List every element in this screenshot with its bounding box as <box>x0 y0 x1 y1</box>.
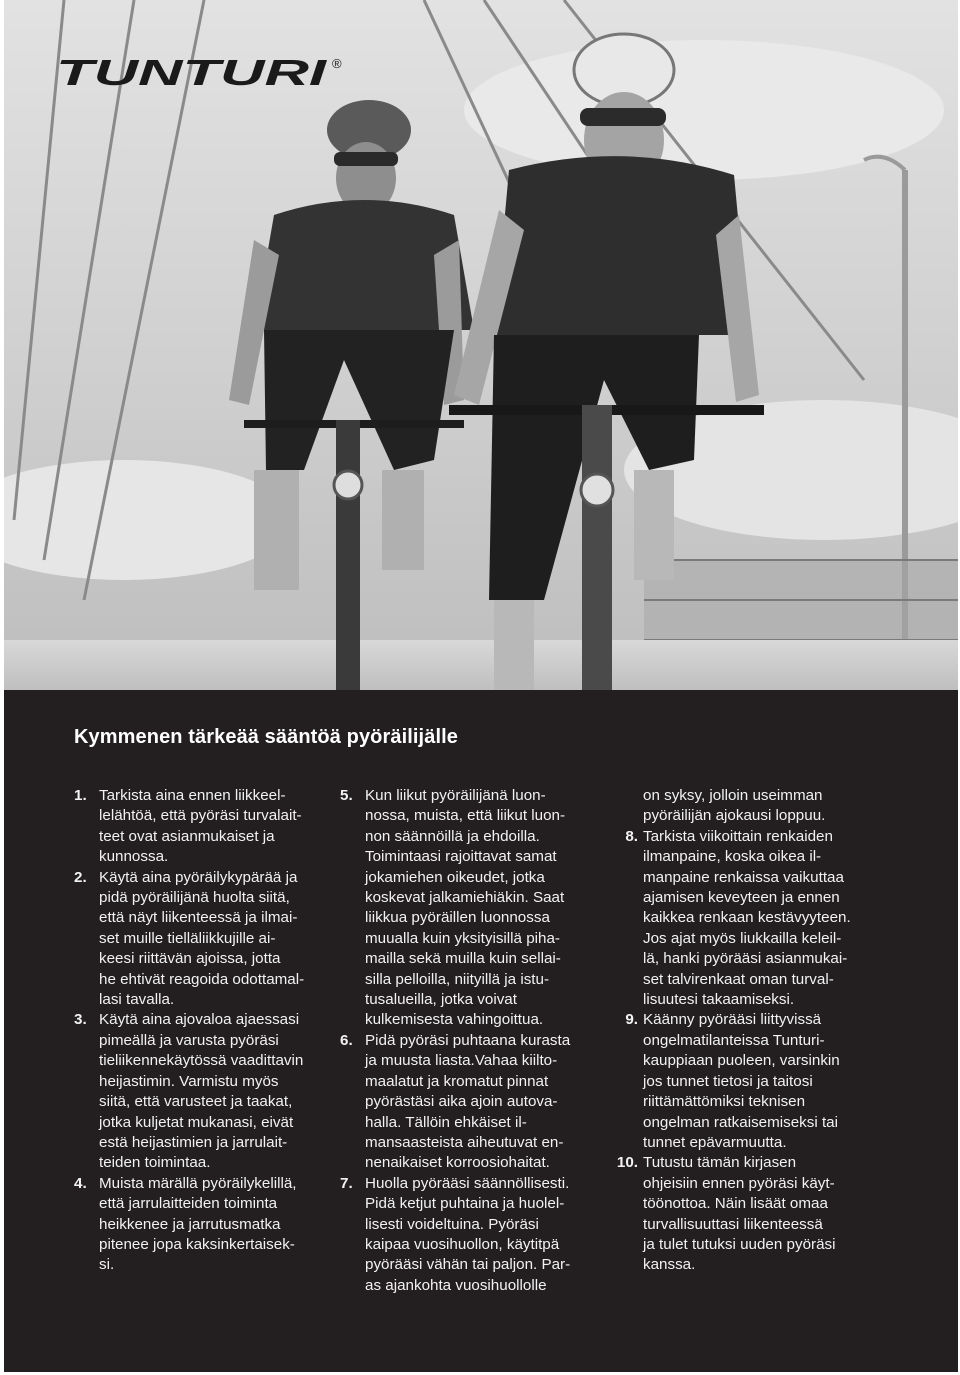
rule-text: Käytä aina pyöräilykypärää ja pidä pyöräilijänä huolta siitä, että näyt liikenteessä ja ilmai- set muille tielläliikkujille ai- keesi riittävän ajoissa, jotta he ehtivät reagoida odottamal- lasi tavalla. <box>99 868 305 1009</box>
rules-panel <box>4 690 958 1372</box>
rule-number: 8. <box>625 827 638 845</box>
rule-number: 7. <box>340 1174 353 1192</box>
rule-number: 9. <box>625 1011 638 1029</box>
rule-number: 1. <box>74 787 87 804</box>
tunturi-logo <box>56 54 346 95</box>
rule-number: 4. <box>74 1174 87 1192</box>
tunturi-wordmark <box>56 54 346 90</box>
rule-number: 6. <box>340 1031 353 1049</box>
registered-mark: ® <box>332 56 342 71</box>
brand-name: TUNTURI <box>56 54 328 90</box>
rule-item <box>608 1153 874 1275</box>
rule-text: Pidä pyöräsi puhtaana kurasta ja muusta liasta.Vahaa kiilto- maalatut ja kromatut pinnat pyörästäsi aika ajoin autova- halla. Tällöin ehkäiset il- mansaasteista aiheutuvat en- nenaikaiset korroosiohaitat. <box>365 1031 571 1172</box>
rule-item <box>340 1174 594 1296</box>
cyclists-photo <box>4 0 958 690</box>
rule-number: 2. <box>74 868 87 886</box>
rule-text: Tarkista aina ennen liikkeel- lelähtöä, että pyöräsi turvalait- teet ovat asianmukaiset ja kunnossa. <box>99 787 302 866</box>
rule-text: Tutustu tämän kirjasen ohjeisiin ennen pyöräsi käyt- töönottoa. Näin lisäät omaa turvallisuuttasi liikenteessä ja tulet tutuksi uuden pyöräsi kanssa. <box>643 1154 836 1274</box>
rule-7-continuation: on syksy, jolloin useimman pyöräilijän ajokausi loppuu. <box>643 787 826 825</box>
rules-heading: Kymmenen tärkeää sääntöä pyöräilijälle <box>74 726 458 748</box>
rule-text: Muista märällä pyöräilykelillä, että jarrulaitteiden toiminta heikkenee ja jarrutusmatka pitenee jopa kaksinkertaisek- si. <box>99 1174 297 1274</box>
rule-item <box>74 1010 324 1173</box>
rule-text: Käänny pyörääsi liittyvissä ongelmatilanteissa Tunturi- kauppiaan puoleen, varsinkin jos tunnet tietosi ja taitosi riittämättömiksi teknisen ongelman ratkaisemiseksi tai tunnet epävarmuutta. <box>643 1011 840 1151</box>
rule-item <box>608 1010 874 1153</box>
rule-number: 10. <box>616 1154 638 1172</box>
rule-item <box>340 786 594 1031</box>
rule-text: Kun liikut pyöräilijänä luon- nossa, muista, että liikut luon- non säännöillä ja ehdoilla. Toimintaasi rajoittavat samat jokamiehen oikeudet, jotka koskevat jalkamiehiäkin. Saat liikkua pyöräillen luonnossa muualla kuin yksityisillä piha- mailla sekä muilla kuin sellai- silla pelloilla, niityillä ja istu- tusalueilla, jotka voivat kulkemisesta vahingoittua. <box>365 787 566 1029</box>
rule-text: Huolla pyörääsi säännöllisesti. Pidä ketjut puhtaina ja huolel- lisesti voideltuina. Pyöräsi kaipaa vuosihuollon, käytitpä pyörääsi vähän tai paljon. Par- as ajankohta vuosihuollolle <box>365 1174 571 1294</box>
rule-number: 3. <box>74 1011 87 1029</box>
rules-column-2 <box>340 786 594 1296</box>
rule-text: Tarkista viikoittain renkaiden ilmanpaine, koska oikea il- manpaine renkaissa vaikuttaa ajamisen keveyteen ja ennen kaikkea renkaan kestävyyteen. Jos ajat myös liukkailla keleil- lä, hanki pyörääsi asianmukai- set talvirenkaat oman turval- lisuutesi takaamiseksi. <box>643 827 851 1009</box>
rule-item <box>608 827 874 1011</box>
photo-illustration <box>4 0 958 690</box>
rule-item <box>74 1174 324 1276</box>
rule-item <box>74 786 324 868</box>
rule-item <box>74 868 324 1011</box>
rules-column-1 <box>74 786 324 1276</box>
rule-text: Käytä aina ajovaloa ajaessasi pimeällä ja varusta pyöräsi tieliikennekäytössä vaadittavin heijastimin. Varmistu myös siitä, että varusteet ja taakat, jotka kuljetat mukanasi, eivät estä heijastimien ja jarrulait- teiden toimintaa. <box>99 1011 304 1172</box>
rule-number: 5. <box>340 787 353 804</box>
rule-item <box>340 1031 594 1174</box>
rules-column-3 <box>608 786 874 1276</box>
